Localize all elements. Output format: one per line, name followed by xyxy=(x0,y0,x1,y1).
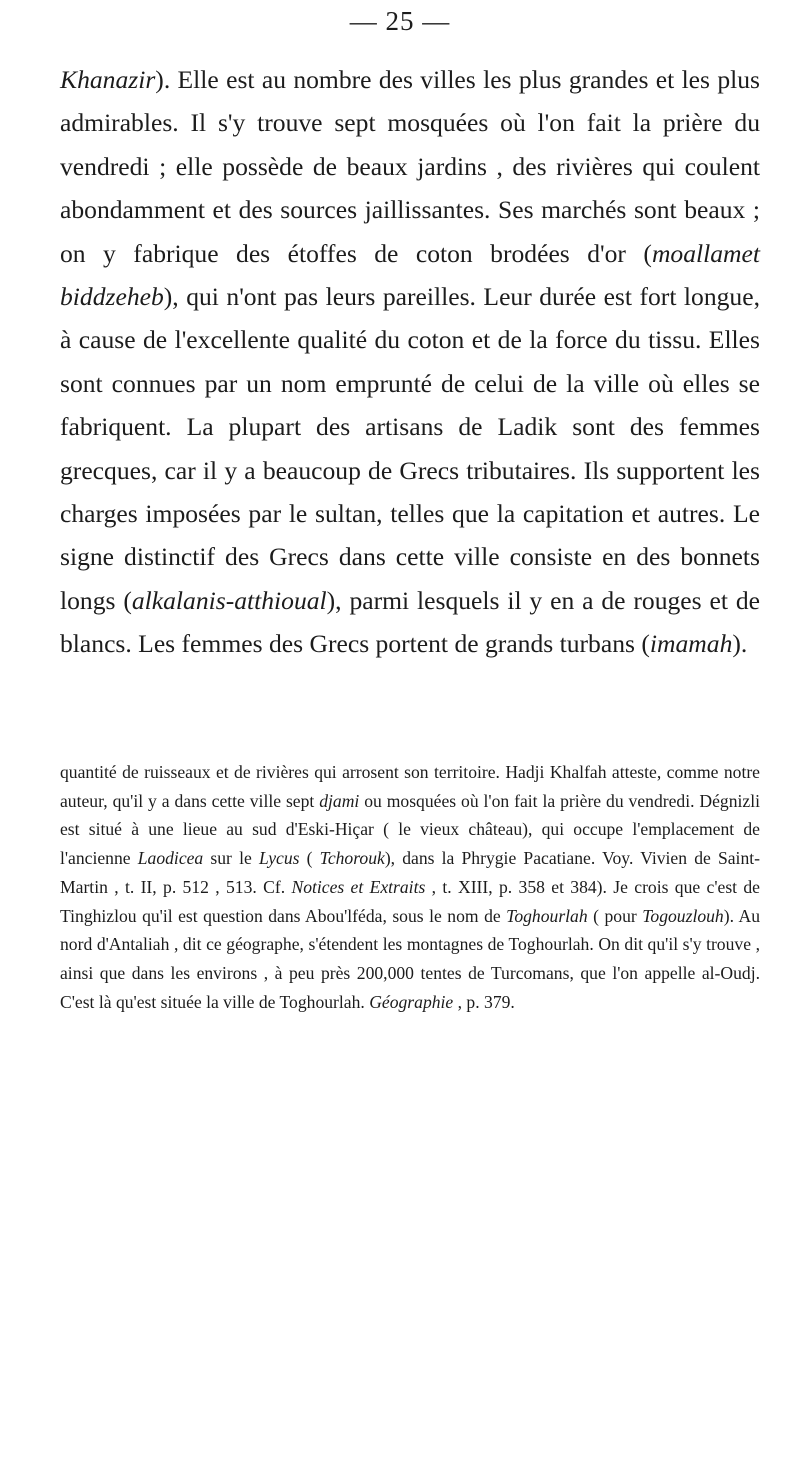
italic-term: Khanazir xyxy=(60,65,156,94)
italic-term: Géographie xyxy=(369,991,454,1012)
text-run: ( xyxy=(299,848,320,869)
text-run: ). xyxy=(732,629,748,659)
text-run: ), dans la Phrygie Pacatiane. Voy. Vivien de Saint-Martin , t. II, p. 512 , 513. Cf. xyxy=(60,848,760,897)
footnote-paragraph xyxy=(60,758,760,1016)
text-run: ), qui n'ont pas leurs pareilles. Leur durée est fort longue, à cause de l'excellente qualité du coton et de la force du tissu. Elles sont connues par un nom emprunté de celui de la ville où elles se fabriquent. La plupart des artisans de Ladik sont des femmes grecques, car il y a beaucoup de Grecs tributaires. Ils supportent les charges imposées par le sultan, telles que la capitation et autres. Le signe distinctif des Grecs dans cette ville consiste en des bonnets longs ( xyxy=(60,282,760,615)
page-number: — 25 — xyxy=(349,6,451,36)
text-run: ). Elle est au nombre des villes les plus grandes et les plus admirables. Il s'y trouve sept mosquées où l'on fait la prière du vendredi ; elle possède de beaux jardins , des rivières qui coulent abondamment et des sources jaillissantes. Ses marchés sont beaux ; on y fabrique des étoffes de coton brodées d'or ( xyxy=(60,65,760,268)
text-run: , p. 379. xyxy=(453,991,515,1012)
italic-term: Laodicea xyxy=(137,848,204,869)
text-run: ). Au nord d'Antaliah , dit ce géographe, s'étendent les montagnes de Toghourlah. On dit qu'il s'y trouve , ainsi que dans les environs , à peu près 200,000 tentes de Turcomans, que l'on appelle al-Oudj. C'est là qu'est située la ville de Toghourlah. xyxy=(60,905,761,1012)
italic-term: djami xyxy=(319,790,360,811)
italic-term: Toghourlah xyxy=(506,905,588,926)
text-run: ou mosquées où l'on fait la prière du vendredi. Dégnizli est situé à une lieue au sud d'Eski-Hiçar ( le vieux château), qui occupe l'emplacement de l'ancienne xyxy=(60,790,760,869)
main-paragraph xyxy=(60,58,760,666)
italic-term: Togouzlouh xyxy=(642,905,724,926)
text-run: , t. XIII, p. 358 et 384). Je crois que c'est de Tinghizlou qu'il est question dans Abou'lféda, sous le nom de xyxy=(60,876,760,926)
italic-term: moallamet biddzeheb xyxy=(60,238,760,312)
text-run: quantité de ruisseaux et de rivières qui arrosent son territoire. Hadji Khalfah atteste, comme notre auteur, qu'il y a dans cette ville sept xyxy=(60,762,760,811)
italic-term: alkalanis-atthioual xyxy=(131,585,327,615)
italic-term: Lycus xyxy=(258,848,300,869)
main-text xyxy=(60,58,760,666)
text-run: sur le xyxy=(203,848,259,869)
text-run: ( pour xyxy=(587,905,643,926)
text-run: ), parmi lesquels il y en a de rouges et de blancs. Les femmes des Grecs portent de grands turbans ( xyxy=(60,585,760,659)
footnote-text xyxy=(60,758,760,1016)
italic-term: Tchorouk xyxy=(319,848,385,869)
italic-term: imamah xyxy=(649,629,733,659)
italic-term: Notices et Extraits xyxy=(291,876,426,897)
